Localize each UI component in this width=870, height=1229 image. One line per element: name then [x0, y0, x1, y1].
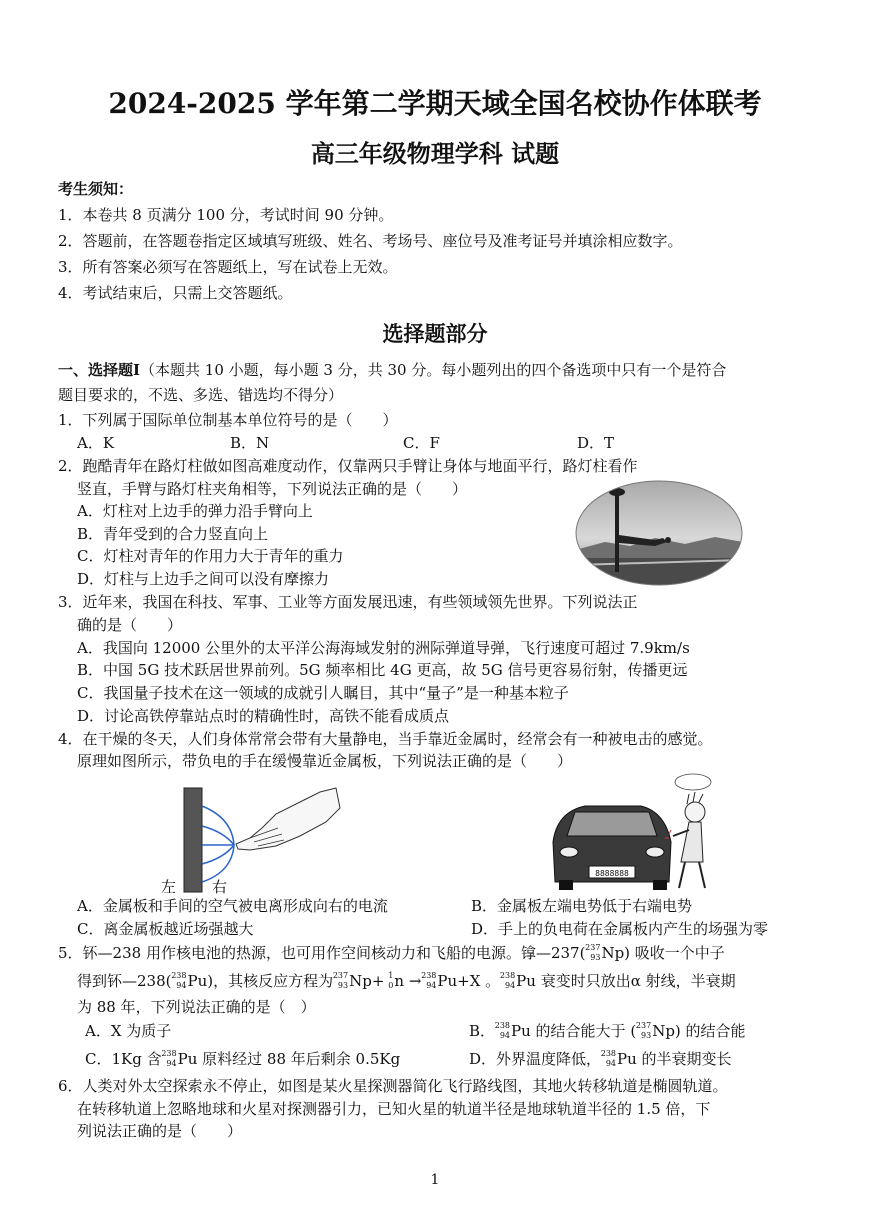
- q5-line1: 5．钚—238 用作核电池的热源，也可用作空间核动力和飞船的电源。镎—237( 237 93 Np) 吸收一个中子: [58, 943, 725, 962]
- notice-item: 1．本卷共 8 页满分 100 分，考试时间 90 分钟。: [58, 206, 394, 224]
- page-number: 1: [430, 1172, 440, 1188]
- q5-option-a: A．X 为质子: [85, 1022, 172, 1040]
- plate-hand-diagram: [150, 778, 350, 898]
- q5-option-b: B． 238 94 Pu 的结合能大于 ( 237 93 Np) 的结合能: [469, 1021, 746, 1040]
- pu-nuclide: 238 94: [171, 971, 187, 990]
- part-intro-line1: （本题共 10 小题，每小题 3 分，共 30 分。每小题列出的四个备选项中只有一个是符合: [140, 361, 727, 379]
- part-intro: [58, 359, 726, 381]
- q6-line1: 6．人类对外太空探索永不停止，如图是某火星探测器简化飞行路线图，其地火转移轨道是椭圆轨道。: [58, 1077, 728, 1095]
- pu-nuclide: 238 94: [421, 971, 437, 990]
- exam-subtitle: 高三年级物理学科 试题: [310, 139, 560, 168]
- pu-nuclide: 238 94: [499, 971, 516, 990]
- q2-option-a: A．灯柱对上边手的弹力沿手臂向上: [77, 502, 313, 520]
- parkour-photo: [575, 480, 743, 586]
- license-plate: 8888888: [595, 869, 629, 878]
- fig-left-label: 左: [161, 878, 177, 896]
- np-nuclide: 237 93: [585, 943, 601, 962]
- exam-title: 2024-2025 学年第二学期天域全国名校协作体联考: [108, 87, 762, 120]
- np-nuclide: 237 93: [332, 971, 349, 990]
- q3-stem-line2: 确的是（ ）: [77, 616, 183, 634]
- q4-stem-line2: 原理如图所示，带负电的手在缓慢靠近金属板，下列说法正确的是（ ）: [77, 752, 573, 770]
- section-title: 选择题部分: [382, 321, 488, 346]
- part-intro-line2: 题目要求的，不选、多选、错选均不得分）: [58, 386, 344, 404]
- q5-line3: 为 88 年，下列说法正确的是（ ）: [77, 998, 316, 1016]
- q6-line2: 在转移轨道上忽略地球和火星对探测器引力，已知火星的轨道半径是地球轨道半径的 1.5 倍，下: [77, 1100, 711, 1118]
- q5-line1-text: 5．钚—238 用作核电池的热源，也可用作空间核动力和飞船的电源。镎—237(: [58, 944, 586, 962]
- q1-option-d: D．T: [577, 434, 615, 452]
- q5-line2: 得到钚—238( 238 94 Pu)，其核反应方程为 237 93 Np+ 1 0 n → 238 94 Pu+X 。 238 94 Pu 衰变时只放出α 射线，半衰期: [77, 971, 736, 990]
- q6-line3: 列说法正确的是（ ）: [77, 1122, 243, 1140]
- q4-stem-line1: 4．在干燥的冬天，人们身体常常会带有大量静电，当手靠近金属时，经常会有一种被电击的感觉。: [58, 730, 713, 748]
- q4-option-d: D．手上的负电荷在金属板内产生的场强为零: [471, 920, 769, 938]
- q1-option-a: A．K: [77, 434, 115, 452]
- notice-heading: 考生须知：: [58, 180, 134, 198]
- q4-option-a: A．金属板和手间的空气被电离形成向右的电流: [77, 897, 388, 915]
- q5-option-c: C．1Kg 含 238 94 Pu 原料经过 88 年后剩余 0.5Kg: [85, 1049, 401, 1068]
- notice-item: 2．答题前，在答题卷指定区域填写班级、姓名、考场号、座位号及准考证号并填涂相应数字。: [58, 232, 683, 250]
- neutron: 1 0: [388, 971, 394, 990]
- q4-option-c: C．离金属板越近场强越大: [77, 920, 254, 938]
- q1-stem: 1．下列属于国际单位制基本单位符号的是（ ）: [58, 411, 398, 429]
- q3-stem-line1: 3．近年来，我国在科技、军事、工业等方面发展迅速，有些领域领先世界。下列说法正: [58, 593, 638, 611]
- q2-option-c: C．灯柱对青年的作用力大于青年的重力: [77, 547, 344, 565]
- q2-stem-line2: 竖直，手臂与路灯柱夹角相等，下列说法正确的是（ ）: [77, 480, 468, 498]
- np-nuclide: 237 93: [635, 1021, 652, 1040]
- q3-option-b: B．中国 5G 技术跃居世界前列。5G 频率相比 4G 更高，故 5G 信号更容易衍射，传播更远: [77, 661, 688, 679]
- fig-right-label: 右: [212, 878, 228, 896]
- car-cartoon: [545, 772, 725, 892]
- q5-option-d: D．外界温度降低， 238 94 Pu 的半衰期变长: [469, 1049, 732, 1068]
- q3-option-a: A．我国向 12000 公里外的太平洋公海海域发射的洲际弹道导弹，飞行速度可超过 7.9km/s: [77, 639, 690, 657]
- pu-nuclide: 238 94: [161, 1049, 177, 1068]
- q3-option-c: C．我国量子技术在这一领域的成就引人瞩目，其中“量子”是一种基本粒子: [77, 684, 569, 702]
- notice-item: 4．考试结束后，只需上交答题纸。: [58, 284, 293, 302]
- q3-option-d: D．讨论高铁停靠站点时的精确性时，高铁不能看成质点: [77, 707, 450, 725]
- pu-nuclide: 238 94: [600, 1049, 617, 1068]
- q1-option-b: B．N: [230, 434, 270, 452]
- pu-nuclide: 238 94: [494, 1021, 511, 1040]
- notice-item: 3．所有答案必须写在答题纸上，写在试卷上无效。: [58, 258, 398, 276]
- q2-option-b: B．青年受到的合力竖直向上: [77, 525, 269, 543]
- q4-option-b: B．金属板左端电势低于右端电势: [471, 897, 693, 915]
- part-label: 一、选择题Ⅰ: [58, 361, 141, 379]
- q2-option-d: D．灯柱与上边手之间可以没有摩擦力: [77, 570, 330, 588]
- q1-option-c: C．F: [403, 434, 440, 452]
- q2-stem-line1: 2．跑酷青年在路灯柱做如图高难度动作，仅靠两只手臂让身体与地面平行，路灯柱看作: [58, 457, 638, 475]
